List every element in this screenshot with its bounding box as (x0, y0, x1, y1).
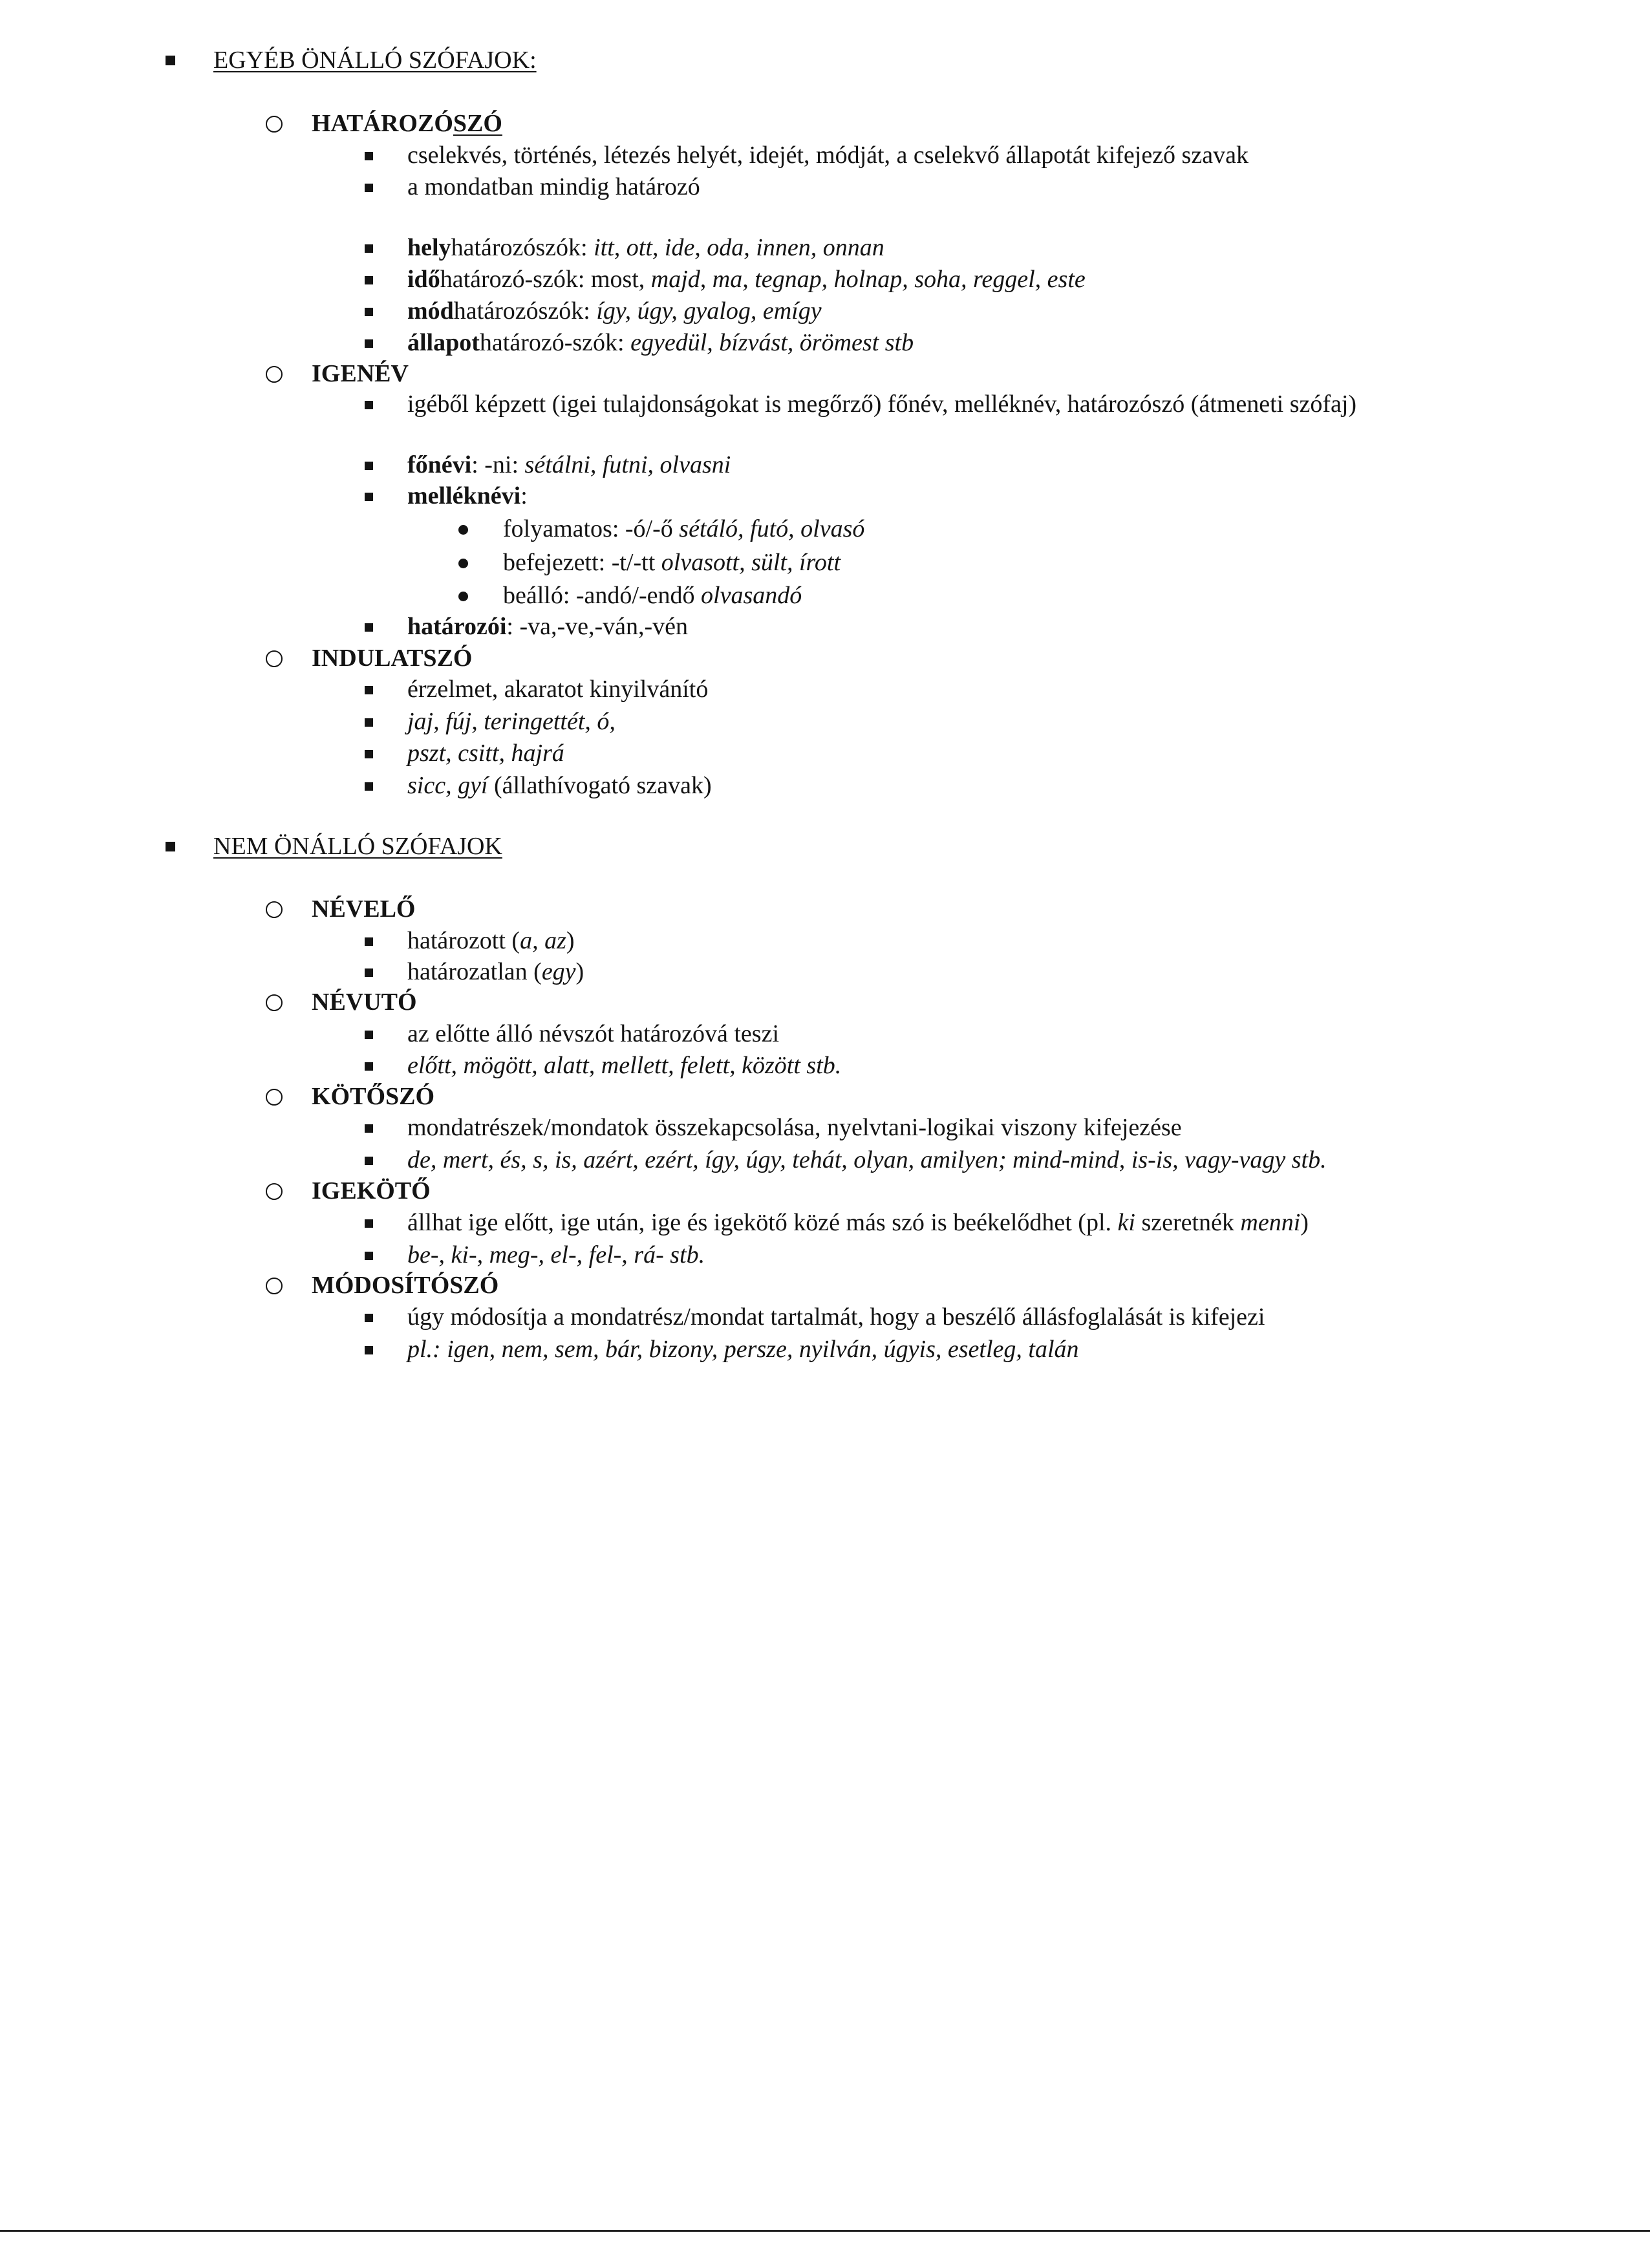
item-text (407, 1207, 1309, 1239)
text-segment: pszt, csitt, hajrá (407, 740, 564, 767)
text-segment: a, az (520, 927, 566, 954)
square-bullet-icon (365, 718, 373, 727)
text-segment: olvasott, sült, írott (661, 549, 841, 576)
text-segment: (állathívogató szavak) (488, 772, 712, 799)
text-segment: cselekvés, történés, létezés helyét, idejét, módját, a cselekvő állapotát kifejező szavak (407, 142, 1248, 169)
text-segment: : -ni: (471, 451, 525, 478)
square-bullet-icon (166, 842, 175, 851)
text-segment: HATÁRO (312, 110, 418, 137)
text-segment: majd, ma, tegnap, holnap, soha, reggel, este (650, 266, 1086, 293)
text-segment: olvasandó (701, 582, 802, 609)
text-segment: határozószók: (453, 297, 597, 325)
square-bullet-icon (365, 750, 373, 758)
text-segment: határozó-szók: most, (440, 266, 651, 293)
text-segment: NÉVUTÓ (312, 989, 417, 1016)
text-segment: sétáló, futó, olvasó (679, 515, 865, 542)
text-segment: INDULATSZÓ (312, 645, 473, 672)
item-text (503, 513, 864, 545)
text-segment: : (520, 482, 528, 509)
square-bullet-icon (365, 1062, 373, 1071)
text-segment: ZÓ (417, 110, 453, 137)
section-title: EGYÉB ÖNÁLLÓ SZÓFAJOK: (213, 47, 537, 74)
text-segment: be-, ki-, meg-, el-, fel-, rá- stb. (407, 1241, 705, 1268)
item-text (312, 108, 502, 140)
text-segment: állhat ige előtt, ige után, ige és igekötő közé más szó is beékelődhet (pl. (407, 1209, 1118, 1236)
text-segment: folyamatos: -ó/-ő (503, 515, 680, 542)
text-segment: szeretnék (1135, 1209, 1241, 1236)
square-bullet-icon (365, 401, 373, 409)
circle-bullet-icon (266, 116, 283, 133)
text-segment: mondatrészek/mondatok összekapcsolása, nyelvtani-logikai viszony kifejezése (407, 1114, 1182, 1141)
text-segment: jaj, fúj, teringettét, ó, (407, 708, 616, 735)
square-bullet-icon (365, 937, 373, 946)
item-text (407, 1239, 705, 1271)
text-segment: menni (1240, 1209, 1301, 1236)
text-segment: határozatlan ( (407, 958, 542, 985)
item-text (407, 1144, 1327, 1176)
item-text (407, 706, 616, 738)
text-segment: úgy módosítja a mondatrész/mondat tartalmát, hogy a beszélő állásfoglalását is kifejezi (407, 1303, 1265, 1331)
text-segment: mód (407, 297, 454, 325)
square-bullet-icon (365, 1219, 373, 1228)
square-bullet-icon (365, 1124, 373, 1133)
square-bullet-icon (365, 1346, 373, 1354)
text-segment: ki (1117, 1209, 1135, 1236)
square-bullet-icon (365, 623, 373, 632)
text-segment: határozószók: (451, 234, 594, 261)
bottom-scan-line (0, 2230, 1650, 2232)
text-segment: beálló: -andó/-endő (503, 582, 702, 609)
item-text (407, 264, 1086, 295)
section-title: NEM ÖNÁLLÓ SZÓFAJOK (213, 833, 502, 860)
text-segment: állapot (407, 329, 480, 356)
square-bullet-icon (365, 1314, 373, 1322)
item-text (407, 770, 712, 802)
text-segment: egy (541, 958, 576, 985)
square-bullet-icon (365, 276, 373, 284)
item-text (407, 327, 914, 359)
square-bullet-icon (365, 686, 373, 694)
square-bullet-icon (365, 339, 373, 348)
text-segment: érzelmet, akaratot kinyilvánító (407, 676, 709, 703)
text-segment: pl.: igen, nem, sem, bár, bizony, persze, nyilván, úgyis, esetleg, talán (407, 1336, 1079, 1363)
item-text (407, 1050, 841, 1082)
item-text (407, 480, 528, 512)
item-text (503, 547, 841, 579)
square-bullet-icon (365, 968, 373, 977)
text-segment: SZÓ (453, 110, 502, 137)
square-bullet-icon (365, 1252, 373, 1260)
dot-bullet-icon (458, 592, 468, 601)
text-segment: hely (407, 234, 451, 261)
circle-bullet-icon (266, 1183, 283, 1200)
text-segment: melléknévi (407, 482, 521, 509)
text-segment: ) (566, 927, 575, 954)
square-bullet-icon (365, 184, 373, 192)
text-segment: egyedül, bízvást, örömest stb (630, 329, 914, 356)
dot-bullet-icon (458, 525, 468, 535)
text-segment: a mondatban mindig határozó (407, 173, 700, 200)
square-bullet-icon (365, 308, 373, 316)
item-text (407, 232, 884, 264)
circle-bullet-icon (266, 650, 283, 667)
circle-bullet-icon (266, 366, 283, 383)
text-segment: idő (407, 266, 440, 293)
square-bullet-icon (365, 462, 373, 470)
text-segment: határozói (407, 613, 507, 640)
item-text (407, 295, 822, 327)
text-segment: ) (1300, 1209, 1309, 1236)
text-segment: határozó-szók: (479, 329, 631, 356)
dot-bullet-icon (458, 559, 468, 568)
text-segment: sétálni, futni, olvasni (524, 451, 731, 478)
square-bullet-icon (166, 56, 175, 65)
text-segment: MÓDOSÍTÓSZÓ (312, 1272, 499, 1299)
square-bullet-icon (365, 782, 373, 791)
text-segment: előtt, mögött, alatt, mellett, felett, között stb. (407, 1052, 842, 1079)
text-segment: de, mert, és, s, is, azért, ezért, így, úgy, tehát, olyan, amilyen; mind-mind, is-is, vagy-vagy stb. (407, 1146, 1327, 1173)
square-bullet-icon (365, 1031, 373, 1039)
square-bullet-icon (365, 152, 373, 160)
square-bullet-icon (365, 493, 373, 501)
text-segment: így, úgy, gyalog, emígy (596, 297, 822, 325)
text-segment: IGENÉV (312, 360, 409, 387)
text-segment: KÖTŐSZÓ (312, 1083, 435, 1110)
item-text (407, 738, 564, 769)
circle-bullet-icon (266, 994, 283, 1011)
text-segment: ) (575, 958, 584, 985)
square-bullet-icon (365, 244, 373, 253)
circle-bullet-icon (266, 1089, 283, 1106)
item-text (407, 449, 731, 481)
item-text (407, 611, 688, 643)
item-text (407, 956, 584, 988)
circle-bullet-icon (266, 901, 283, 918)
text-segment: IGEKÖTŐ (312, 1177, 431, 1204)
text-segment: igéből képzett (igei tulajdonságokat is megőrző) főnév, melléknév, határozószó (átmeneti szófaj) (407, 390, 1357, 418)
text-segment: befejezett: -t/-tt (503, 549, 661, 576)
text-segment: : -va,-ve,-ván,-vén (506, 613, 689, 640)
item-text (407, 925, 575, 957)
square-bullet-icon (365, 1157, 373, 1165)
item-text (407, 1334, 1079, 1365)
circle-bullet-icon (266, 1278, 283, 1294)
text-segment: itt, ott, ide, oda, innen, onnan (594, 234, 884, 261)
text-segment: NÉVELŐ (312, 895, 416, 923)
text-segment: sicc, gyí (407, 772, 488, 799)
text-segment: az előtte álló névszót határozóvá teszi (407, 1020, 780, 1047)
text-segment: főnévi (407, 451, 472, 478)
item-text (503, 580, 802, 612)
text-segment: határozott ( (407, 927, 520, 954)
